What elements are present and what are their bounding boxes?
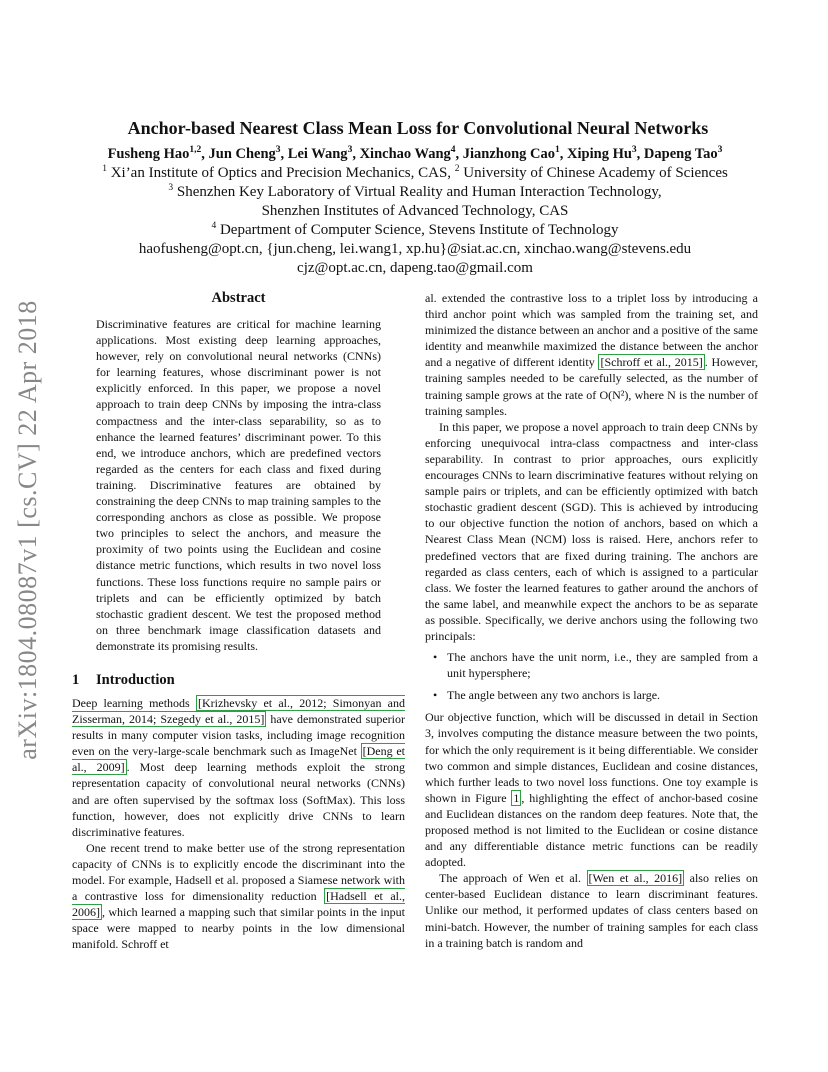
email-line: cjz@opt.ac.cn, dapeng.tao@gmail.com — [297, 260, 533, 276]
body-paragraph-1 — [425, 290, 758, 419]
text-run: , which learned a mapping such that similar points in the input space were mapped to nearby points in the low dimensional manifold. Schroff et — [72, 905, 405, 952]
affiliation-line: Shenzhen Institutes of Advanced Technology, CAS — [261, 203, 569, 219]
body-paragraph-4 — [425, 870, 758, 950]
citation-link[interactable]: [Wen et al., 2016] — [588, 871, 683, 886]
principles-list — [425, 649, 758, 703]
abstract-body: Discriminative features are critical for machine learning applications. Most existing deep learning approaches, however, rely on convolutional neural networks (CNNs) for learning features, whose discriminant power is not explicitly enforced. In this paper, we propose a novel approach to train deep CNNs by imposing the intra-class compactness and the inter-class separability, so as to enhance the learned features’ discriminant power. To this end, we introduce anchors, which are predefined vectors regarded as the centers for each class and fixed during training. Discriminative features are obtained by constraining the deep CNNs to map training samples to the corresponding anchors as close as possible. We propose two principles to select the anchors, and measure the proximity of two points using the Euclidean and cosine distance metric functions, which results in two novel loss functions. These loss functions require no sample pairs or triplets and can be efficiently optimized by batch stochastic gradient descent. We test the proposed method on three benchmark image classification datasets and demonstrate its promising results. — [96, 317, 381, 653]
text-run: . However, training samples needed to be carefully selected, as the number of training sample grows at the rate of O(N²), where N is the number of training samples. — [425, 355, 758, 418]
affiliation-line: $^3$ Shenzhen Key Laboratory of Virtual Reality and Human Interaction Technology, — [168, 183, 662, 200]
text-run: also relies on center-based Euclidean distance to learn discriminant features. Unlike our method, it performed updates of class centers based on mini-batch. However, the number of training samples for each class in a training batch is random and — [425, 871, 758, 950]
arxiv-id-label: arXiv:1804.08087v1 [cs.CV] 22 Apr 2018 — [13, 300, 43, 760]
body-paragraph-2: In this paper, we propose a novel approach to train deep CNNs by enforcing unequivocal intra-class compactness and inter-class separability. In contrast to prior approaches, ours explicitly encourages CNNs to learn discriminative features without relying on sample pairs or triplets, and can be efficiently optimized with batch stochastic gradient descent (SGD). This is achieved by introducing to our objective function the notion of anchors, based on which a Nearest Class Mean (NCM) loss is raised. Here, anchors refer to predefined vectors that are fixed during training. The anchors are regarded as class centers, each of which is assigned to a particular class. We foster the learned features to gather around the anchors of the same label, and meanwhile expect the anchors to be as separate as possible. Specifically, we derive anchors using the following two principals: — [425, 419, 758, 643]
right-column — [425, 290, 758, 951]
citation-link[interactable]: [Schroff et al., 2015] — [600, 355, 703, 370]
affiliation-line: $^4$ Department of Computer Science, Stevens Institute of Technology — [211, 221, 619, 238]
body-paragraph-3 — [425, 709, 758, 870]
list-item — [433, 649, 758, 681]
section-number: 1 — [72, 671, 80, 688]
text-run: Deep learning methods — [72, 695, 196, 710]
affiliation-line: $^1$ Xi’an Institute of Optics and Precision Mechanics, CAS, $^2$ University of Chinese Academy of Sciences — [102, 164, 728, 181]
affiliations — [60, 164, 770, 278]
text-run: . Most deep learning methods exploit the strong representation capacity of convolutional neural networks (CNNs) and are often supervised by the softmax loss (SoftMax). This loss function, however, does not explicitly drive CNNs to learn discriminative features. — [72, 760, 406, 839]
arxiv-watermark — [4, 280, 52, 780]
citation-link[interactable]: [Hadsell et al., 2006] — [72, 889, 405, 920]
author-list — [50, 146, 780, 163]
list-item — [433, 687, 758, 703]
abstract-heading: Abstract — [211, 290, 266, 306]
paper-title: Anchor-based Nearest Class Mean Loss for Convolutional Neural Networks — [127, 118, 709, 138]
text-run: One recent trend to make better use of the strong representation capacity of CNNs is to explicitly encode the discriminant into the model. For example, Hadsell et al. proposed a Siamese network with a contrastive loss for dimensionality reduction — [72, 840, 405, 904]
intro-paragraph-1 — [72, 695, 405, 840]
text-run: have demonstrated superior results in many computer vision tasks, including image recognition even on the very-large-scale benchmark such as ImageNet — [72, 712, 405, 759]
list-item-text: The anchors have the unit norm, i.e., they are sampled from a unit hypersphere; — [447, 650, 758, 681]
text-run: al. extended the contrastive loss to a triplet loss by introducing a third anchor point which was sampled from the training set, and minimized the distance between an anchor and a positive of the same identity and meanwhile maximized the distance between the anchor and a negative of different identity — [425, 291, 758, 370]
section-title: Introduction — [96, 671, 175, 688]
citation-link[interactable]: [Deng et al., 2009] — [72, 744, 405, 775]
citation-link[interactable]: [Krizhevsky et al., 2012; Simonyan and Zisserman, 2014; Szegedy et al., 2015] — [72, 695, 405, 727]
bullet-icon: • — [433, 650, 438, 665]
left-column — [72, 290, 405, 952]
text-run: The approach of Wen et al. — [439, 871, 587, 886]
list-item-text: The angle between any two anchors is large. — [447, 688, 661, 703]
email-line: haofusheng@opt.cn, {jun.cheng, lei.wang1, xp.hu}@siat.ac.cn, xinchao.wang@stevens.edu — [138, 241, 692, 257]
section-heading-introduction — [72, 672, 405, 689]
text-run: Our objective function, which will be discussed in detail in Section 3, involves computing the distance measure between the two points, for which the only requirement is it being differentiable. We consider two common and simple distances, Euclidean and cosine distances, which further leads to two novel loss functions. One toy example is shown in Figure — [425, 710, 758, 805]
author-line: Fusheng Hao$^{1,2}$, Jun Cheng$^3$, Lei Wang$^3$, Xinchao Wang$^4$, Jianzhong Cao$^1$, Xiping Hu$^3$, Dapeng Tao$^3$ — [107, 145, 723, 162]
text-run: , highlighting the effect of anchor-based cosine and Euclidean distances on the random deep features. Note that, the proposed method is not limited to the Euclidean or cosine distance and any differentiable distance metric functions can be readily adopted. — [425, 790, 759, 870]
figure-ref-link[interactable]: 1 — [513, 790, 520, 805]
bullet-icon: • — [433, 688, 438, 703]
intro-paragraph-2 — [72, 840, 405, 953]
